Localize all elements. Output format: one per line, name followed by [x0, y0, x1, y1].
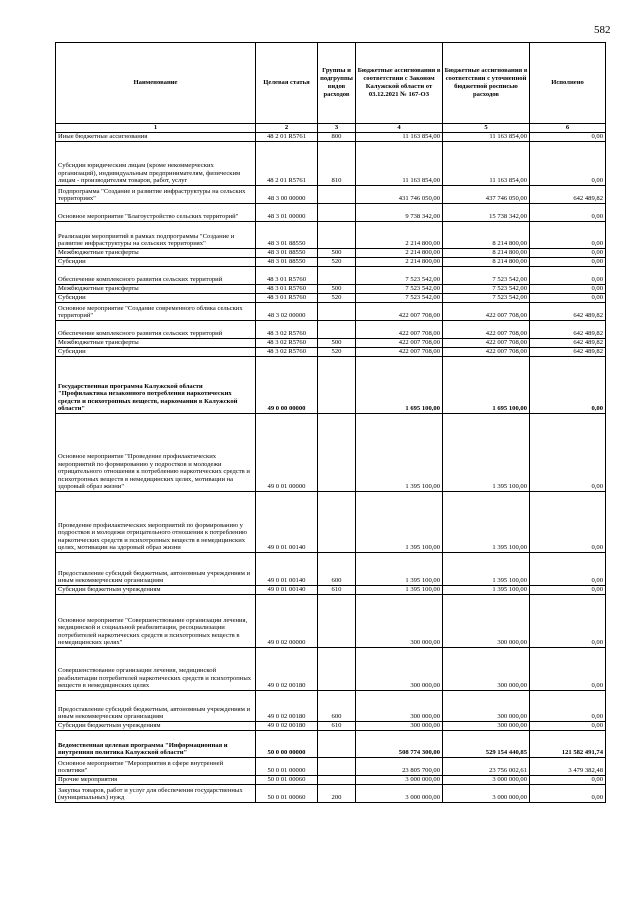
table-row: [56, 648, 606, 691]
row-expense-type: [318, 357, 356, 414]
row-target-article: 48 3 01 R5760: [256, 285, 318, 294]
row-executed-amount: 0,00: [530, 414, 606, 492]
column-number: 6: [530, 124, 606, 133]
row-name: Ведомственная целевая программа "Информационная и внутренняя политика Калужской области": [56, 731, 256, 758]
row-expense-type: 800: [318, 133, 356, 142]
table-row: [56, 294, 606, 303]
row-refined-amount: 422 007 708,00: [443, 339, 530, 348]
row-expense-type: 810: [318, 142, 356, 186]
table-row: [56, 249, 606, 258]
row-name: Основное мероприятие "Мероприятия в сфере внутренней политики": [56, 758, 256, 776]
row-name: Субсидии: [56, 348, 256, 357]
row-expense-type: [318, 321, 356, 339]
row-target-article: 48 3 01 88550: [256, 258, 318, 267]
row-executed-amount: 0,00: [530, 776, 606, 785]
row-expense-type: [318, 758, 356, 776]
table-row: [56, 553, 606, 586]
table-row: [56, 758, 606, 776]
row-law-amount: 422 007 708,00: [356, 339, 443, 348]
row-refined-amount: 422 007 708,00: [443, 303, 530, 321]
row-name: Реализация мероприятий в рамках подпрограммы "Создание и развитие инфраструктуры на сельских территориях": [56, 222, 256, 249]
row-law-amount: 422 007 708,00: [356, 348, 443, 357]
row-executed-amount: 0,00: [530, 285, 606, 294]
row-law-amount: 1 695 100,00: [356, 357, 443, 414]
row-expense-type: 600: [318, 691, 356, 722]
row-expense-type: 610: [318, 722, 356, 731]
row-name: Основное мероприятие "Проведение профилактических мероприятий по формированию у подростков и молодежи отрицательного отношения к потреблению наркотических средств и психотропных веществ в немедицинских целях, мотивации на здоровый образ жизни": [56, 414, 256, 492]
row-refined-amount: 8 214 800,00: [443, 222, 530, 249]
table-row: [56, 285, 606, 294]
row-name: Субсидии: [56, 294, 256, 303]
row-refined-amount: 3 000 000,00: [443, 785, 530, 803]
row-expense-type: 520: [318, 294, 356, 303]
row-executed-amount: 0,00: [530, 492, 606, 553]
row-law-amount: 422 007 708,00: [356, 303, 443, 321]
table-row: [56, 204, 606, 222]
row-executed-amount: 0,00: [530, 294, 606, 303]
row-refined-amount: 1 395 100,00: [443, 586, 530, 595]
column-number-row: [56, 124, 606, 133]
row-law-amount: 1 395 100,00: [356, 586, 443, 595]
row-refined-amount: 8 214 800,00: [443, 249, 530, 258]
row-refined-amount: 11 163 854,00: [443, 133, 530, 142]
row-law-amount: 11 163 854,00: [356, 133, 443, 142]
row-law-amount: 2 214 800,00: [356, 249, 443, 258]
row-target-article: 49 0 02 00180: [256, 691, 318, 722]
row-law-amount: 3 000 000,00: [356, 776, 443, 785]
row-refined-amount: 7 523 542,00: [443, 294, 530, 303]
table-row: [56, 133, 606, 142]
row-expense-type: [318, 204, 356, 222]
row-target-article: 48 3 01 R5760: [256, 267, 318, 285]
table-row: [56, 595, 606, 648]
row-target-article: 49 0 00 00000: [256, 357, 318, 414]
row-name: Предоставление субсидий бюджетным, автономным учреждениям и иным некоммерческим организациям: [56, 691, 256, 722]
table-row: [56, 258, 606, 267]
row-law-amount: 300 000,00: [356, 691, 443, 722]
row-expense-type: [318, 267, 356, 285]
row-target-article: 49 0 01 00140: [256, 553, 318, 586]
header-law-allocations: Бюджетные ассигнования в соответствии с Законом Калужской области от 03.12.2021 № 167-ОЗ: [356, 43, 443, 124]
table-row: [56, 142, 606, 186]
row-executed-amount: 0,00: [530, 142, 606, 186]
row-name: Обеспечение комплексного развития сельских территорий: [56, 321, 256, 339]
row-refined-amount: 300 000,00: [443, 691, 530, 722]
column-number: 4: [356, 124, 443, 133]
row-law-amount: 1 395 100,00: [356, 553, 443, 586]
row-executed-amount: 642 489,82: [530, 303, 606, 321]
row-executed-amount: 642 489,82: [530, 348, 606, 357]
row-target-article: 49 0 02 00180: [256, 722, 318, 731]
table-row: [56, 691, 606, 722]
row-target-article: 48 2 01 R5761: [256, 133, 318, 142]
row-target-article: 49 0 01 00140: [256, 586, 318, 595]
column-number: 3: [318, 124, 356, 133]
row-expense-type: 500: [318, 339, 356, 348]
row-name: Основное мероприятие "Совершенствование организации лечения, медицинской и социальной реабилитации, ресоциализации потребителей наркотических средств и психотропных веществ в немедицинских целях": [56, 595, 256, 648]
row-executed-amount: 642 489,82: [530, 321, 606, 339]
row-name: Основное мероприятие "Создание современного облика сельских территорий": [56, 303, 256, 321]
row-law-amount: 2 214 800,00: [356, 258, 443, 267]
row-expense-type: [318, 648, 356, 691]
row-target-article: 48 3 01 88550: [256, 222, 318, 249]
row-target-article: 50 0 00 00000: [256, 731, 318, 758]
table-header-row: [56, 43, 606, 124]
row-refined-amount: 529 154 440,85: [443, 731, 530, 758]
row-law-amount: 431 746 050,00: [356, 186, 443, 204]
row-name: Субсидии бюджетным учреждениям: [56, 586, 256, 595]
row-law-amount: 300 000,00: [356, 595, 443, 648]
row-refined-amount: 1 395 100,00: [443, 553, 530, 586]
row-executed-amount: 0,00: [530, 586, 606, 595]
row-name: Межбюджетные трансферты: [56, 339, 256, 348]
row-law-amount: 300 000,00: [356, 648, 443, 691]
row-name: Подпрограмма "Создание и развитие инфраструктуры на сельских территориях": [56, 186, 256, 204]
table-row: [56, 722, 606, 731]
table-row: [56, 222, 606, 249]
row-executed-amount: 0,00: [530, 267, 606, 285]
row-target-article: 49 0 02 00000: [256, 595, 318, 648]
header-name: Наименование: [56, 43, 256, 124]
row-target-article: 50 0 01 00060: [256, 785, 318, 803]
row-law-amount: 422 007 708,00: [356, 321, 443, 339]
row-refined-amount: 8 214 800,00: [443, 258, 530, 267]
column-number: 5: [443, 124, 530, 133]
row-expense-type: 500: [318, 285, 356, 294]
row-expense-type: 520: [318, 258, 356, 267]
row-refined-amount: 15 738 342,00: [443, 204, 530, 222]
row-target-article: 48 3 02 R5760: [256, 321, 318, 339]
row-target-article: 48 3 02 R5760: [256, 348, 318, 357]
header-target-article: Целевая статья: [256, 43, 318, 124]
row-refined-amount: 1 695 100,00: [443, 357, 530, 414]
row-executed-amount: 121 582 491,74: [530, 731, 606, 758]
row-target-article: 50 0 01 00000: [256, 758, 318, 776]
row-refined-amount: 7 523 542,00: [443, 267, 530, 285]
row-name: Обеспечение комплексного развития сельских территорий: [56, 267, 256, 285]
column-number: 2: [256, 124, 318, 133]
row-name: Совершенствование организации лечения, медицинской реабилитации потребителей наркотических средств и психотропных веществ в немедицинских целях: [56, 648, 256, 691]
row-refined-amount: 7 523 542,00: [443, 285, 530, 294]
row-executed-amount: 0,00: [530, 553, 606, 586]
table-row: [56, 492, 606, 553]
row-expense-type: [318, 222, 356, 249]
row-law-amount: 11 163 854,00: [356, 142, 443, 186]
row-expense-type: 610: [318, 586, 356, 595]
row-target-article: 48 2 01 R5761: [256, 142, 318, 186]
page-number: 582: [594, 24, 611, 36]
row-law-amount: 2 214 800,00: [356, 222, 443, 249]
row-target-article: 48 3 02 R5760: [256, 339, 318, 348]
row-target-article: 50 0 01 00060: [256, 776, 318, 785]
row-executed-amount: 0,00: [530, 222, 606, 249]
table-row: [56, 586, 606, 595]
row-name: Закупка товаров, работ и услуг для обеспечения государственных (муниципальных) нужд: [56, 785, 256, 803]
row-executed-amount: 0,00: [530, 258, 606, 267]
row-expense-type: 200: [318, 785, 356, 803]
table-body: [56, 133, 606, 803]
header-expense-groups: Группы и подгруппы видов расходов: [318, 43, 356, 124]
row-expense-type: [318, 186, 356, 204]
row-executed-amount: 0,00: [530, 648, 606, 691]
row-name: Прочие мероприятия: [56, 776, 256, 785]
row-target-article: 48 3 01 R5760: [256, 294, 318, 303]
row-name: Субсидии бюджетным учреждениям: [56, 722, 256, 731]
row-law-amount: 508 774 300,00: [356, 731, 443, 758]
header-refined-allocations: Бюджетные ассигнования в соответствии с уточненной бюджетной росписью расходов: [443, 43, 530, 124]
row-expense-type: 520: [318, 348, 356, 357]
row-name: Основное мероприятие "Благоустройство сельских территорий": [56, 204, 256, 222]
row-target-article: 48 3 01 88550: [256, 249, 318, 258]
table-row: [56, 339, 606, 348]
row-expense-type: 600: [318, 553, 356, 586]
row-law-amount: 3 000 000,00: [356, 785, 443, 803]
row-refined-amount: 1 395 100,00: [443, 492, 530, 553]
row-executed-amount: 0,00: [530, 357, 606, 414]
row-law-amount: 7 523 542,00: [356, 285, 443, 294]
table-row: [56, 414, 606, 492]
row-target-article: 49 0 01 00140: [256, 492, 318, 553]
row-refined-amount: 437 746 050,00: [443, 186, 530, 204]
row-executed-amount: 0,00: [530, 785, 606, 803]
row-law-amount: 1 395 100,00: [356, 492, 443, 553]
table-row: [56, 186, 606, 204]
table-row: [56, 776, 606, 785]
row-law-amount: 1 395 100,00: [356, 414, 443, 492]
row-executed-amount: 0,00: [530, 133, 606, 142]
row-law-amount: 300 000,00: [356, 722, 443, 731]
row-refined-amount: 422 007 708,00: [443, 348, 530, 357]
row-target-article: 48 3 01 00000: [256, 204, 318, 222]
row-name: Межбюджетные трансферты: [56, 249, 256, 258]
row-refined-amount: 422 007 708,00: [443, 321, 530, 339]
row-target-article: 49 0 02 00180: [256, 648, 318, 691]
row-refined-amount: 300 000,00: [443, 648, 530, 691]
row-target-article: 49 0 01 00000: [256, 414, 318, 492]
row-law-amount: 7 523 542,00: [356, 267, 443, 285]
row-executed-amount: 0,00: [530, 691, 606, 722]
table-row: [56, 357, 606, 414]
row-expense-type: [318, 414, 356, 492]
row-refined-amount: 3 000 000,00: [443, 776, 530, 785]
row-executed-amount: 0,00: [530, 249, 606, 258]
row-executed-amount: 0,00: [530, 722, 606, 731]
row-executed-amount: 642 489,82: [530, 186, 606, 204]
table-row: [56, 731, 606, 758]
row-executed-amount: 0,00: [530, 204, 606, 222]
budget-table: [55, 42, 606, 803]
row-refined-amount: 23 756 002,61: [443, 758, 530, 776]
row-name: Государственная программа Калужской области "Профилактика незаконного потребления наркотических средств и психотропных веществ, наркомании в Калужской области": [56, 357, 256, 414]
row-name: Межбюджетные трансферты: [56, 285, 256, 294]
column-number: 1: [56, 124, 256, 133]
row-refined-amount: 300 000,00: [443, 595, 530, 648]
row-refined-amount: 300 000,00: [443, 722, 530, 731]
row-executed-amount: 3 479 382,48: [530, 758, 606, 776]
row-refined-amount: 11 163 854,00: [443, 142, 530, 186]
row-expense-type: [318, 595, 356, 648]
table-row: [56, 267, 606, 285]
row-expense-type: 500: [318, 249, 356, 258]
row-target-article: 48 3 02 00000: [256, 303, 318, 321]
row-law-amount: 9 738 342,00: [356, 204, 443, 222]
row-name: Проведение профилактических мероприятий по формированию у подростков и молодежи отрицательного отношения к потреблению наркотических средств и психотропных веществ в немедицинских целях, мотивации на здоровый образ жизни: [56, 492, 256, 553]
row-name: Иные бюджетные ассигнования: [56, 133, 256, 142]
table-row: [56, 348, 606, 357]
row-executed-amount: 642 489,82: [530, 339, 606, 348]
row-expense-type: [318, 776, 356, 785]
table-row: [56, 321, 606, 339]
row-name: Предоставление субсидий бюджетным, автономным учреждениям и иным некоммерческим организациям: [56, 553, 256, 586]
row-executed-amount: 0,00: [530, 595, 606, 648]
row-expense-type: [318, 303, 356, 321]
row-expense-type: [318, 731, 356, 758]
row-target-article: 48 3 00 00000: [256, 186, 318, 204]
row-refined-amount: 1 395 100,00: [443, 414, 530, 492]
table-row: [56, 303, 606, 321]
row-name: Субсидии: [56, 258, 256, 267]
row-expense-type: [318, 492, 356, 553]
row-law-amount: 7 523 542,00: [356, 294, 443, 303]
header-executed: Исполнено: [530, 43, 606, 124]
row-name: Субсидии юридическим лицам (кроме некоммерческих организаций), индивидуальным предпринимателям, физическим лицам - производителям товаров, работ, услуг: [56, 142, 256, 186]
row-law-amount: 23 805 700,00: [356, 758, 443, 776]
table-row: [56, 785, 606, 803]
